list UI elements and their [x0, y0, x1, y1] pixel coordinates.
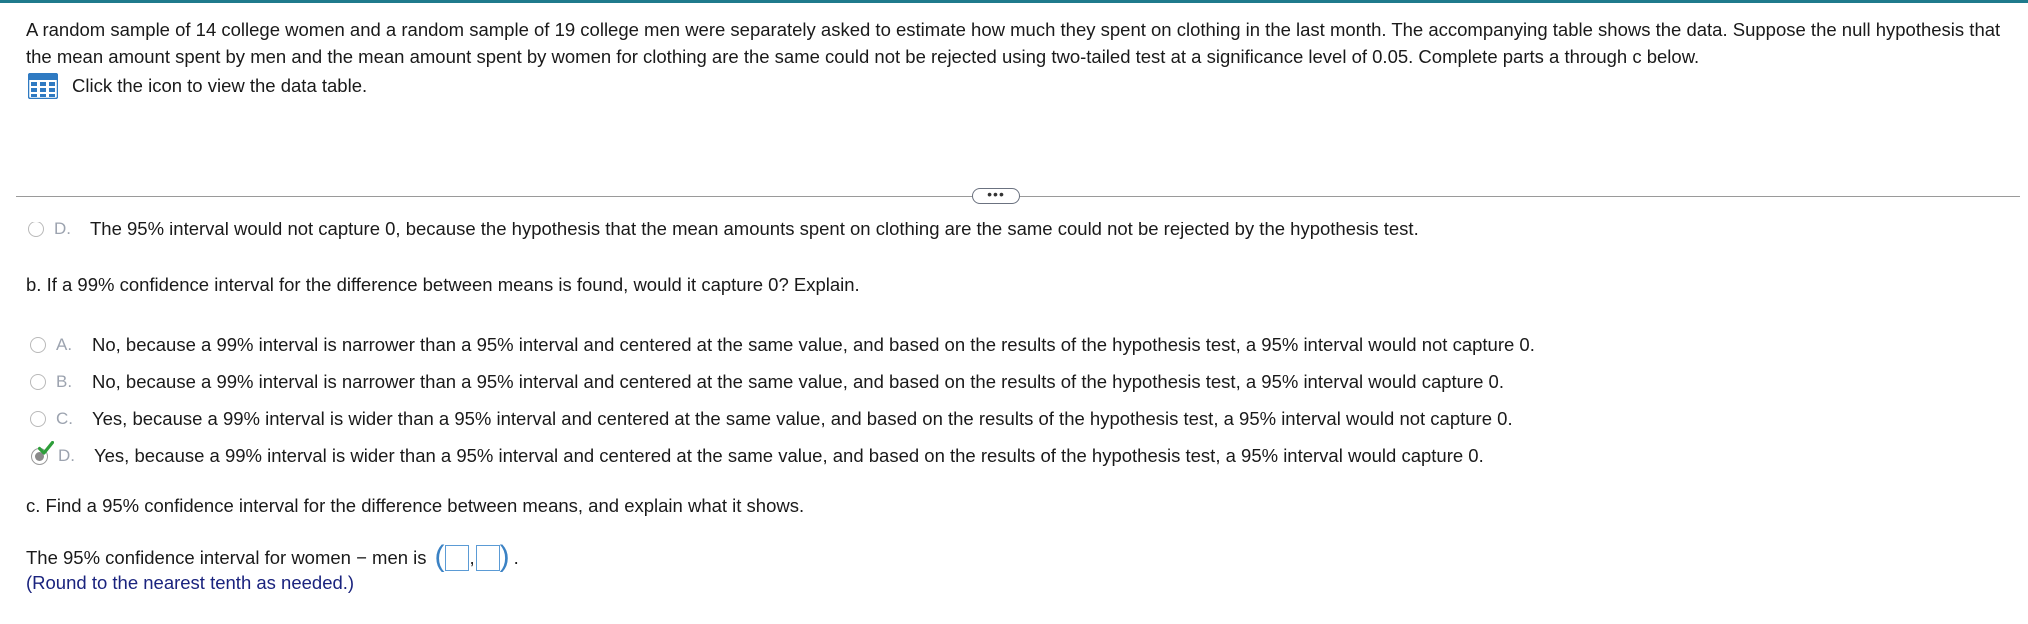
open-paren: (	[434, 539, 445, 573]
view-data-table-link[interactable]	[28, 72, 367, 100]
top-accent-bar	[0, 0, 2028, 3]
choice-letter: D.	[58, 446, 75, 465]
choice-letter: C.	[56, 409, 73, 428]
confidence-interval-answer	[26, 539, 519, 573]
rounding-hint: (Round to the nearest tenth as needed.)	[26, 572, 355, 593]
radio-button[interactable]	[28, 222, 44, 237]
data-table-icon[interactable]	[28, 73, 58, 99]
radio-button[interactable]	[30, 337, 46, 353]
choice-letter: B.	[56, 372, 73, 391]
choice-text: The 95% interval would not capture 0, because the hypothesis that the mean amounts spent on clothing are the same could not be rejected by the hypothesis test.	[90, 222, 1419, 239]
radio-button[interactable]	[30, 411, 46, 427]
interval-comma: ,	[469, 547, 475, 568]
correct-check-icon	[38, 441, 54, 455]
part-b-choice-a[interactable]	[30, 332, 1535, 358]
problem-text: A random sample of 14 college women and a random sample of 19 college men were separately asked to estimate how much they spent on clothing in the last month. The accompanying table shows the data. Suppose the null hypothesis that the mean amount spent by men and the mean amount spent by women for clothing are the same could not be rejected using two-tailed test at a significance level of 0.05. Complete parts a through c below.	[26, 19, 2001, 67]
radio-button-selected[interactable]	[30, 447, 48, 465]
part-b-choice-d[interactable]	[30, 443, 1484, 469]
part-c-question: c. Find a 95% confidence interval for the difference between means, and explain what it shows.	[26, 495, 805, 516]
choice-letter: D.	[54, 222, 71, 238]
radio-button[interactable]	[30, 374, 46, 390]
upper-bound-input[interactable]	[476, 545, 500, 571]
ellipsis-icon: •••	[987, 185, 1005, 202]
part-b-choice-b[interactable]	[30, 369, 1504, 395]
sentence-period: .	[513, 547, 519, 568]
choice-letter: A.	[56, 335, 73, 354]
choice-text: No, because a 99% interval is narrower than a 95% interval and centered at the same value, and based on the results of the hypothesis test, a 95% interval would capture 0.	[92, 371, 1504, 392]
problem-statement	[26, 16, 2001, 70]
part-a-choice-d[interactable]	[28, 222, 1419, 242]
close-paren: )	[499, 539, 510, 573]
choice-text: Yes, because a 99% interval is wider than a 95% interval and centered at the same value, and based on the results of the hypothesis test, a 95% interval would not capture 0.	[92, 408, 1513, 429]
expand-more-button[interactable]	[972, 185, 1020, 204]
lower-bound-input[interactable]	[445, 545, 469, 571]
answer-prefix: The 95% confidence interval for women − men is	[26, 547, 427, 568]
choice-text: No, because a 99% interval is narrower than a 95% interval and centered at the same value, and based on the results of the hypothesis test, a 95% interval would not capture 0.	[92, 334, 1535, 355]
choice-text: Yes, because a 99% interval is wider than a 95% interval and centered at the same value, and based on the results of the hypothesis test, a 95% interval would capture 0.	[94, 445, 1484, 466]
data-link-label[interactable]: Click the icon to view the data table.	[72, 75, 368, 96]
part-b-question: b. If a 99% confidence interval for the difference between means is found, would it capture 0? Explain.	[26, 274, 860, 295]
part-b-choice-c[interactable]	[30, 406, 1513, 432]
